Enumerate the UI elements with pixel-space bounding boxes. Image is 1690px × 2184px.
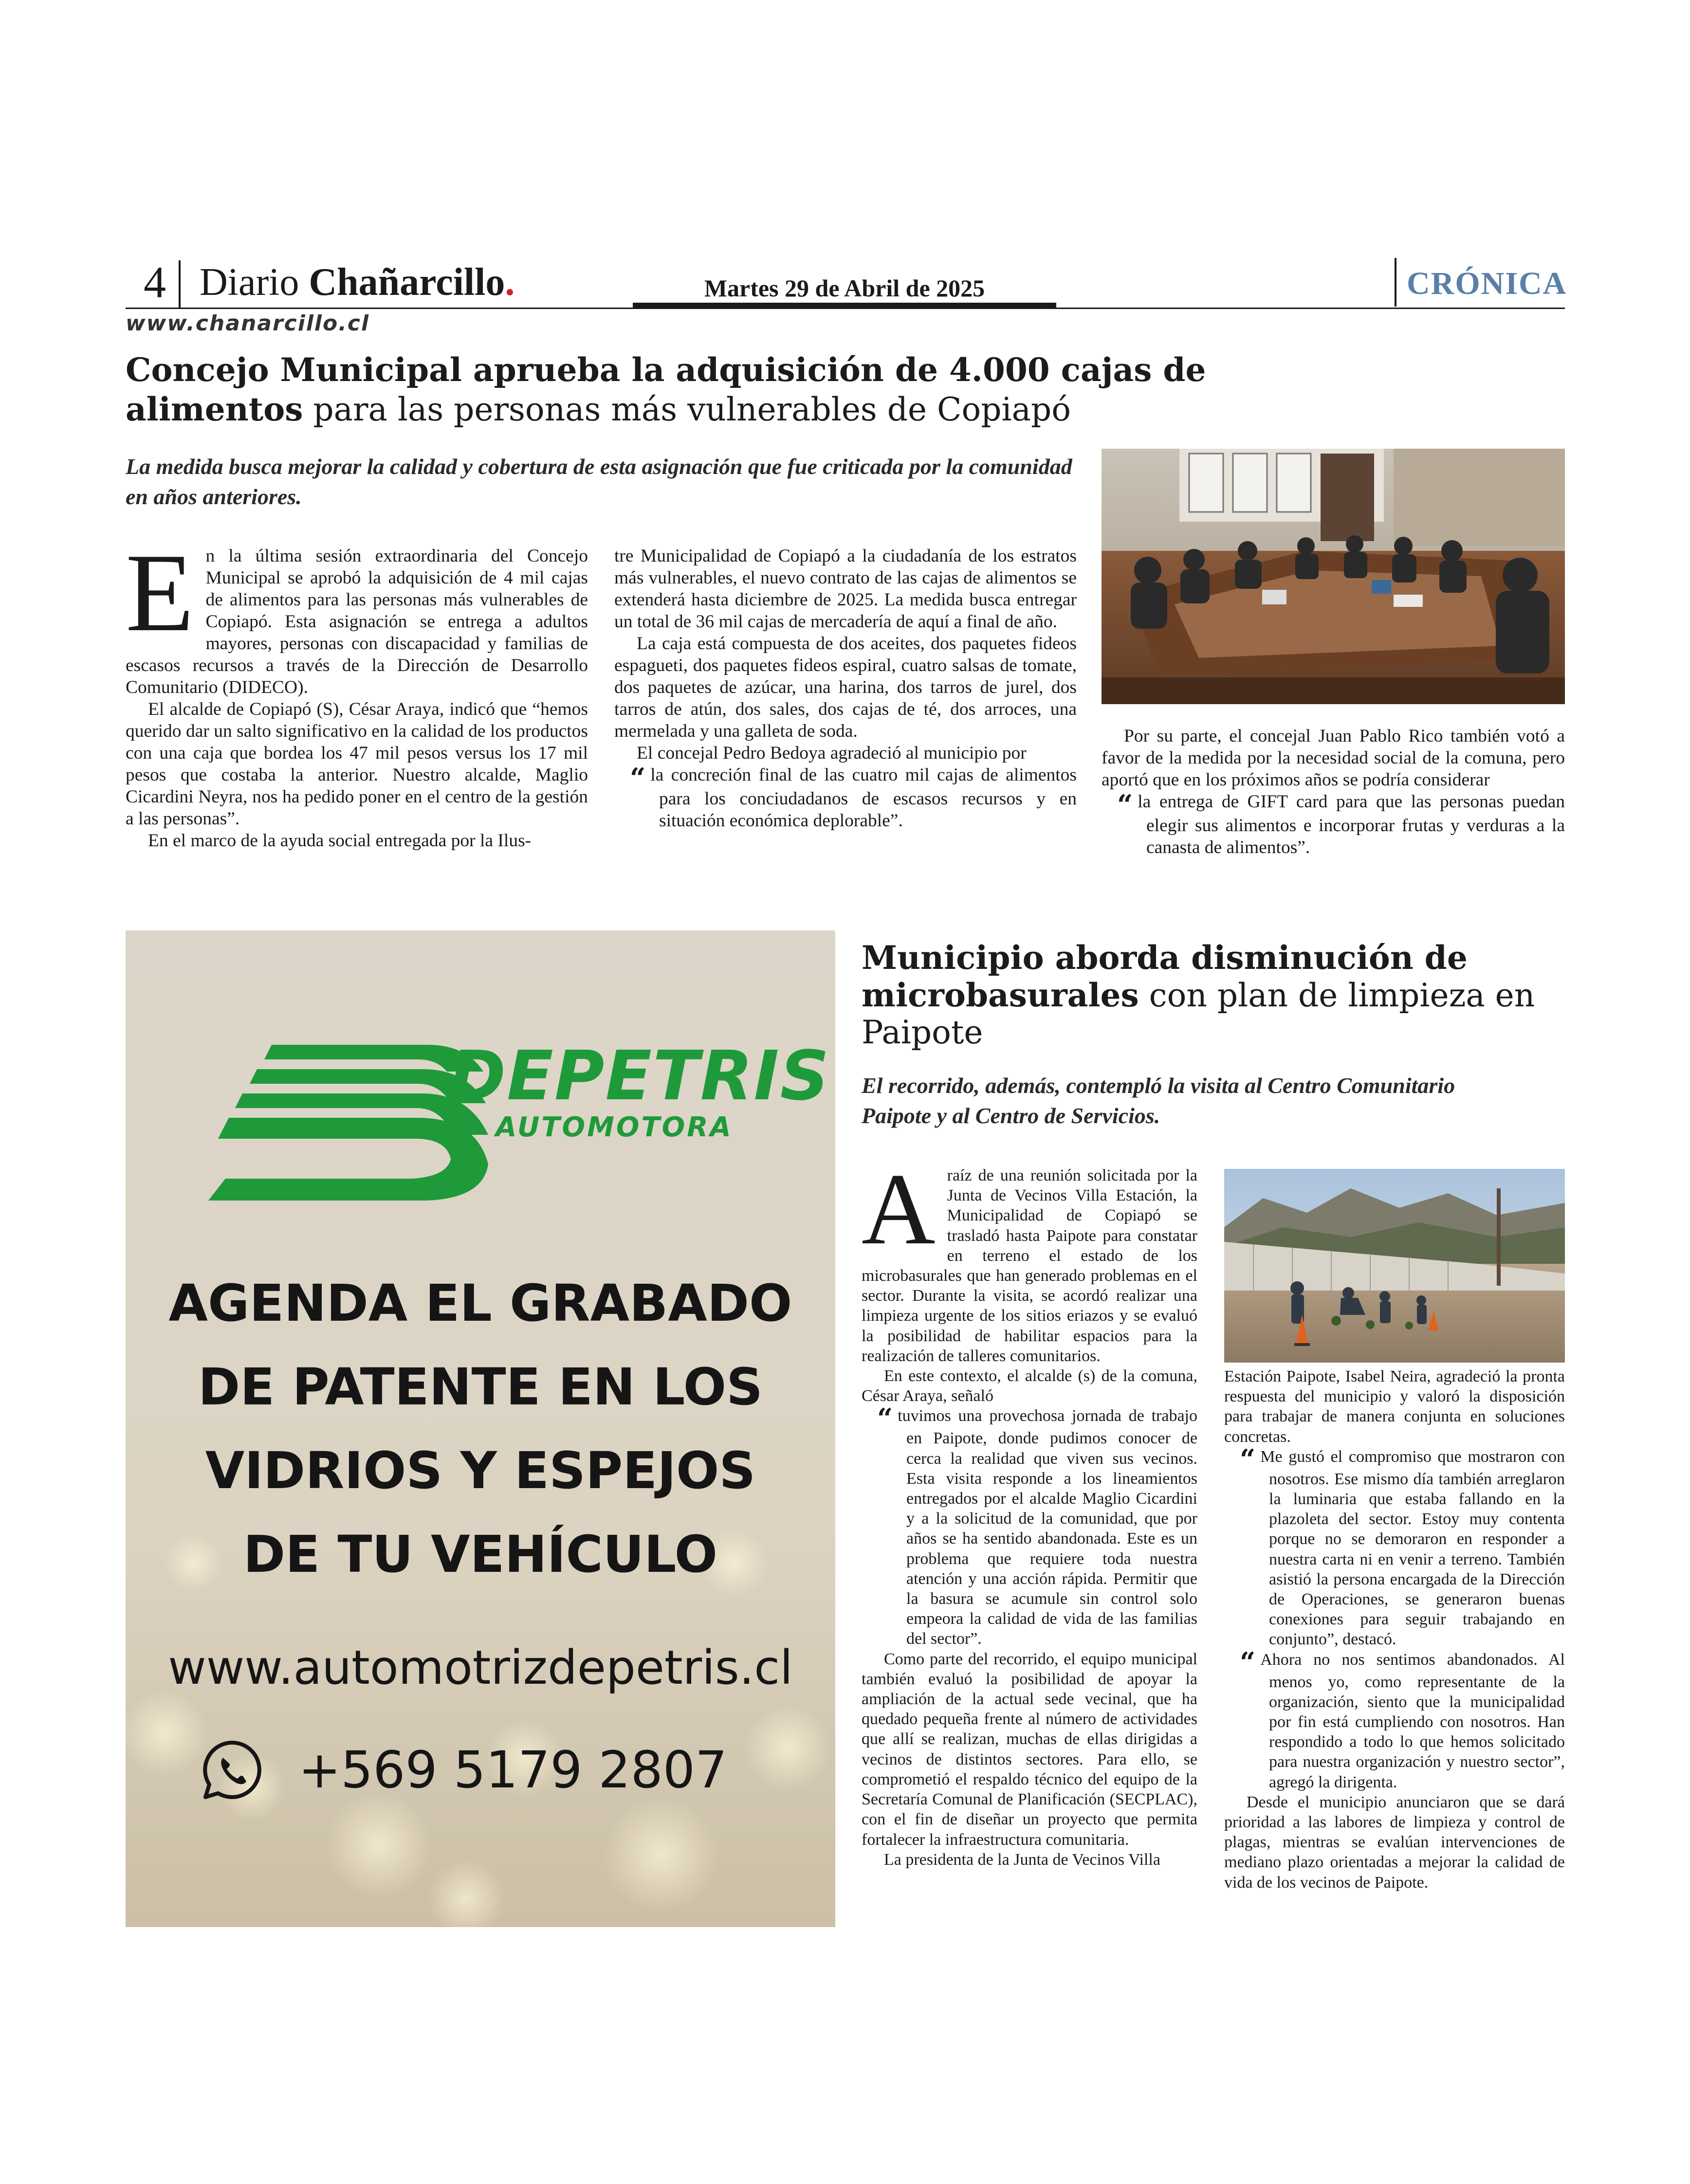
article2-col1-p3: Como parte del recorrido, el equipo municipal también evaluó la posibilidad de apoyar la ampliación de la actual sede vecinal, que ha quedado pequeña frente al número de actividades que allí se realizan, muchas de ellas dirigidas a vecinos de distintos sectores. Para ello, se comprometió el respaldo técnico del equipo de la Secretaría Comunal de Planificación (SECPLAC), con el fin de diseñar un proyecto que permita fortalecer la infraestructura comunitaria.	[862, 1650, 1197, 1849]
paper-name-prefix: Diario	[200, 261, 299, 304]
article2-headline-bold: Municipio aborda disminución de microbasurales	[862, 939, 1468, 1014]
article2-col1-p2: En este contexto, el alcalde (s) de la comuna, César Araya, señaló	[862, 1367, 1197, 1405]
article2-drop-cap: A	[862, 1153, 936, 1266]
cleanup-crew-photo	[1224, 1169, 1565, 1363]
quote-mark-icon: “	[1117, 789, 1133, 821]
article1-col3-quote: “ la entrega de GIFT card para que las personas puedan elegir sus alimentos e incorporar frutas y verduras a la canasta de alimentos”.	[1117, 789, 1565, 857]
article2-headline-rest: con plan de limpieza en Paipote	[862, 977, 1535, 1051]
ad-phone-number[interactable]: +569 5179 2807	[298, 1740, 728, 1800]
paper-name-main: Chañarcillo	[309, 261, 505, 304]
article1-headline-rest: para las personas más vulnerables de Copiapó	[303, 391, 1071, 428]
article1-headline-bold: Concejo Municipal aprueba la adquisición de 4.000 cajas de alimentos	[126, 351, 1206, 428]
depetris-advertisement[interactable]	[126, 930, 835, 1927]
article1-drop-cap: E	[126, 530, 194, 655]
article1-deck: La medida busca mejorar la calidad y cobertura de esta asignación que fue criticada por la comunidad en años anteriores.	[126, 454, 1072, 509]
article2-headline[interactable]	[862, 939, 1562, 1051]
article2-column-1	[862, 1153, 1197, 1870]
article2-column-2	[1224, 1366, 1565, 1893]
ad-headline-line-2: DE PATENTE EN LOS	[198, 1357, 763, 1417]
ad-headline-line-4: DE TU VEHÍCULO	[243, 1525, 718, 1584]
ad-headline-line-3: VIDRIOS Y ESPEJOS	[205, 1441, 756, 1500]
article2-deck: El recorrido, además, contempló la visita al Centro Comunitario Paipote y al Centro de Servicios.	[862, 1073, 1455, 1128]
ad-headline	[126, 1261, 835, 1596]
quote-mark-icon: “	[877, 1402, 893, 1435]
quote-mark-icon: “	[1240, 1443, 1256, 1475]
ad-website-link[interactable]: www.automotrizdepetris.cl	[168, 1640, 793, 1695]
article1-col1-p1: En la última sesión extraordinaria del Concejo Municipal se aprobó la adquisición de 4 mil cajas de alimentos para las personas más vulnerables de Copiapó. Esta asignación se entrega a adultos mayores, personas con discapacidad y familias de escasos recursos a través de la Dirección de Desarrollo Comunitario (DIDECO).	[126, 530, 588, 697]
quote-mark-icon: “	[1240, 1646, 1256, 1678]
article1-col3-p1: Por su parte, el concejal Juan Pablo Rico también votó a favor de la medida por la necesidad social de la comuna, pero aportó que en los próximos años se podría considerar	[1102, 726, 1565, 790]
article2-col2-p1: Estación Paipote, Isabel Neira, agradeció la pronta respuesta del municipio y valoró la disposición para trabajar de manera conjunta en soluciones concretas.	[1224, 1367, 1565, 1446]
article2-col2-quote2: “ Ahora no nos sentimos abandonados. Al menos yo, como representante de la organización, siento que la municipalidad por fin está cumpliendo con nosotros. Han respondido a todo lo que hemos solicitado para nuestra organización y nuestro sector”, agregó la dirigenta.	[1240, 1646, 1565, 1791]
article2-col2-quote1: “ Me gustó el compromiso que mostraron con nosotros. Ese mismo día también arreglaron la luminaria que estaba fallando en la plazoleta del sector. Estoy muy contenta porque no se demoraron en responder a nuestra carta ni en venir a terreno. También asistió la persona encargada de la Dirección de Operaciones, se generaron buenas conexiones para seguir trabajando en conjunto”, destacó.	[1240, 1443, 1565, 1649]
issue-date: Martes 29 de Abril de 2025	[704, 274, 985, 302]
article1-col2-p3: El concejal Pedro Bedoya agradeció al municipio por	[637, 743, 1027, 763]
article1-col2-p1: tre Municipalidad de Copiapó a la ciudadanía de los estratos más vulnerables, el nuevo contrato de las cajas de alimentos se extenderá hasta diciembre de 2025. La medida busca entregar un total de 36 mil cajas de mercadería de aquí a final de año.	[614, 546, 1077, 632]
ad-brand-sub: AUTOMOTORA	[496, 1111, 733, 1143]
paper-name-dot: .	[505, 261, 515, 304]
article1-column-3	[1102, 725, 1565, 858]
section-divider	[1395, 258, 1396, 307]
whatsapp-icon[interactable]	[199, 1736, 267, 1804]
article1-column-1	[126, 530, 588, 852]
council-meeting-photo	[1102, 449, 1565, 704]
article1-headline[interactable]	[126, 350, 1318, 429]
article1-col2-quote: “ la concreción final de las cuatro mil cajas de alimentos para los conciudadanos de escasos recursos y en situación económica deplorable”.	[630, 762, 1077, 831]
article1-column-2	[614, 545, 1077, 832]
article1-col2-p2: La caja está compuesta de dos aceites, dos paquetes fideos espagueti, dos paquetes fideos espiral, cuatro salsas de tomate, dos paquetes de azúcar, una harina, dos tarros de jurel, dos tarros de atún, dos sales, dos cajas de té, dos arroces, una mermelada y una galleta de soda.	[614, 634, 1077, 741]
article1-col1-p3: En el marco de la ayuda social entregada por la Ilus-	[148, 831, 532, 851]
article2-col1-p4: La presidenta de la Junta de Vecinos Villa	[884, 1850, 1160, 1869]
ad-headline-line-1: AGENDA EL GRABADO	[168, 1274, 792, 1333]
masthead-divider	[179, 260, 181, 309]
website-link[interactable]: www.chanarcillo.cl	[126, 311, 370, 336]
quote-mark-icon: “	[630, 762, 646, 794]
ad-brand: DEPETRIS	[449, 1037, 830, 1116]
section-label[interactable]: CRÓNICA	[1407, 266, 1567, 301]
masthead-rule	[126, 308, 1565, 309]
paper-name[interactable]	[200, 258, 514, 307]
article1-col1-p2: El alcalde de Copiapó (S), César Araya, indicó que “hemos querido dar un salto significativo en la calidad de los productos con una caja que bordea los 47 mil pesos versus los 17 mil pesos que costaba la anterior. Nuestro alcalde, Maglio Cicardini Neyra, nos ha pedido poner en el centro de la gestión a las personas”.	[126, 699, 588, 829]
article2-col1-quote: “ tuvimos una provechosa jornada de trabajo en Paipote, donde pudimos conocer de cerca la realidad que viven sus vecinos. Esta visita responde a los lineamientos entregados por el alcalde Maglio Cicardini y a la solicitud de la comunidad, que por años se ha sentido abandonada. Este es un problema que requiere toda nuestra atención y una acción rápida. Permitir que la basura se acumule sin control solo empeora la calidad de vida de las familias del sector”.	[877, 1402, 1197, 1648]
article2-col1-p1: Araíz de una reunión solicitada por la Junta de Vecinos Villa Estación, la Municipalidad de Copiapó se trasladó hasta Paipote para constatar en terreno el estado de los microbasurales que han generado problemas en el sector. Durante la visita, se acordó realizar una limpieza urgente de los sitios eriazos y se evaluó la posibilidad de habilitar espacios para la realización de talleres comunitarios.	[862, 1153, 1197, 1365]
page-number: 4	[144, 257, 166, 307]
article2-col2-p2: Desde el municipio anunciaron que se dará prioridad a las labores de limpieza y control de plagas, mientras se evalúan intervenciones de mediano plazo orientadas a mejorar la calidad de vida de los vecinos de Paipote.	[1224, 1793, 1565, 1892]
